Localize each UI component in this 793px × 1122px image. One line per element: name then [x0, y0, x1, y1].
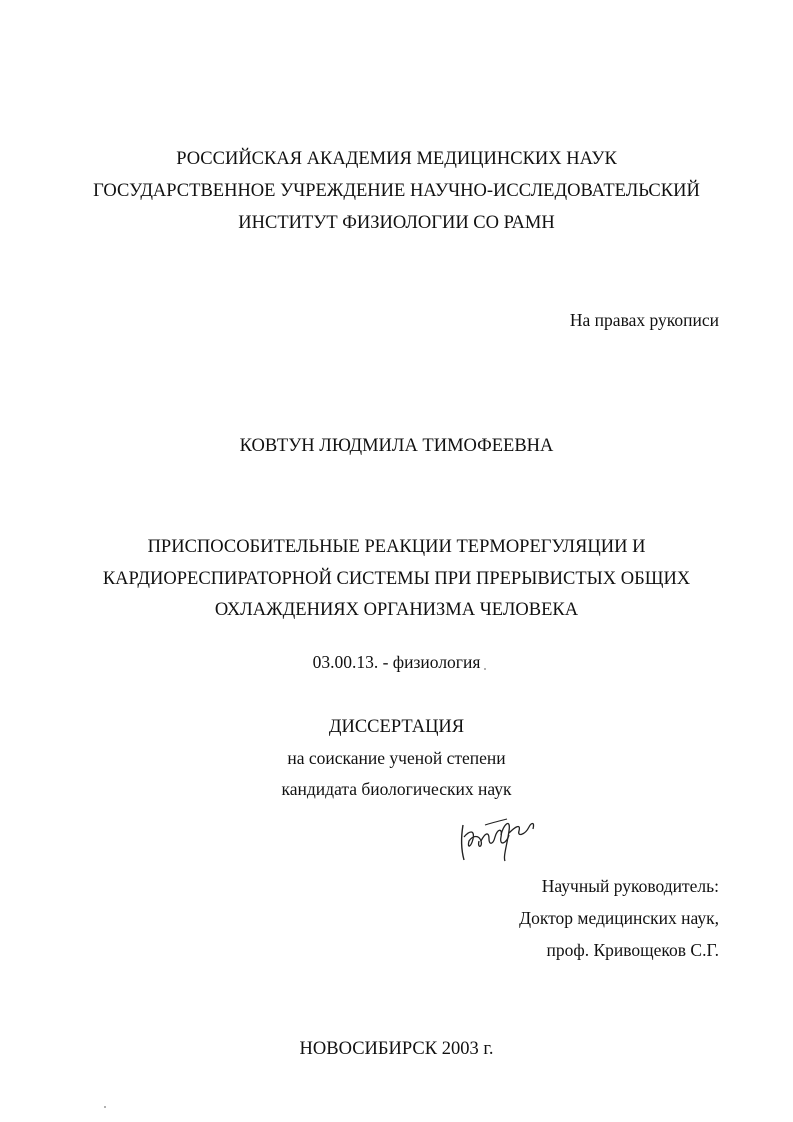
handwritten-signature — [455, 805, 545, 865]
dissertation-heading: ДИССЕРТАЦИЯ — [328, 717, 465, 737]
academy-name: РОССИЙСКАЯ АКАДЕМИЯ МЕДИЦИНСКИХ НАУК — [176, 149, 617, 169]
place-and-year: НОВОСИБИРСК 2003 г. — [299, 1039, 494, 1059]
institution-name: ГОСУДАРСТВЕННОЕ УЧРЕЖДЕНИЕ НАУЧНО-ИССЛЕДОВАТЕЛЬСКИЙ — [93, 181, 700, 201]
thesis-title-line-2: КАРДИОРЕСПИРАТОРНОЙ СИСТЕМЫ ПРИ ПРЕРЫВИСТЫХ ОБЩИХ — [102, 569, 691, 589]
degree-line-1: на соискание ученой степени — [287, 748, 506, 768]
supervisor-label: Научный руководитель: — [541, 876, 719, 896]
institute-name: ИНСТИТУТ ФИЗИОЛОГИИ СО РАМН — [238, 213, 555, 233]
manuscript-rights: На правах рукописи — [569, 310, 719, 330]
supervisor-name: проф. Кривощеков С.Г. — [546, 940, 719, 960]
thesis-title-line-1: ПРИСПОСОБИТЕЛЬНЫЕ РЕАКЦИИ ТЕРМОРЕГУЛЯЦИИ И — [147, 537, 646, 557]
thesis-title-line-3: ОХЛАЖДЕНИЯХ ОРГАНИЗМА ЧЕЛОВЕКА — [214, 600, 579, 620]
specialty-code: 03.00.13. - физиология — [312, 652, 481, 672]
scan-speck — [104, 1106, 106, 1108]
degree-line-2: кандидата биологических наук — [281, 779, 512, 799]
scan-speck — [484, 668, 486, 670]
author-name: КОВТУН ЛЮДМИЛА ТИМОФЕЕВНА — [239, 436, 554, 456]
supervisor-degree: Доктор медицинских наук, — [519, 908, 719, 928]
